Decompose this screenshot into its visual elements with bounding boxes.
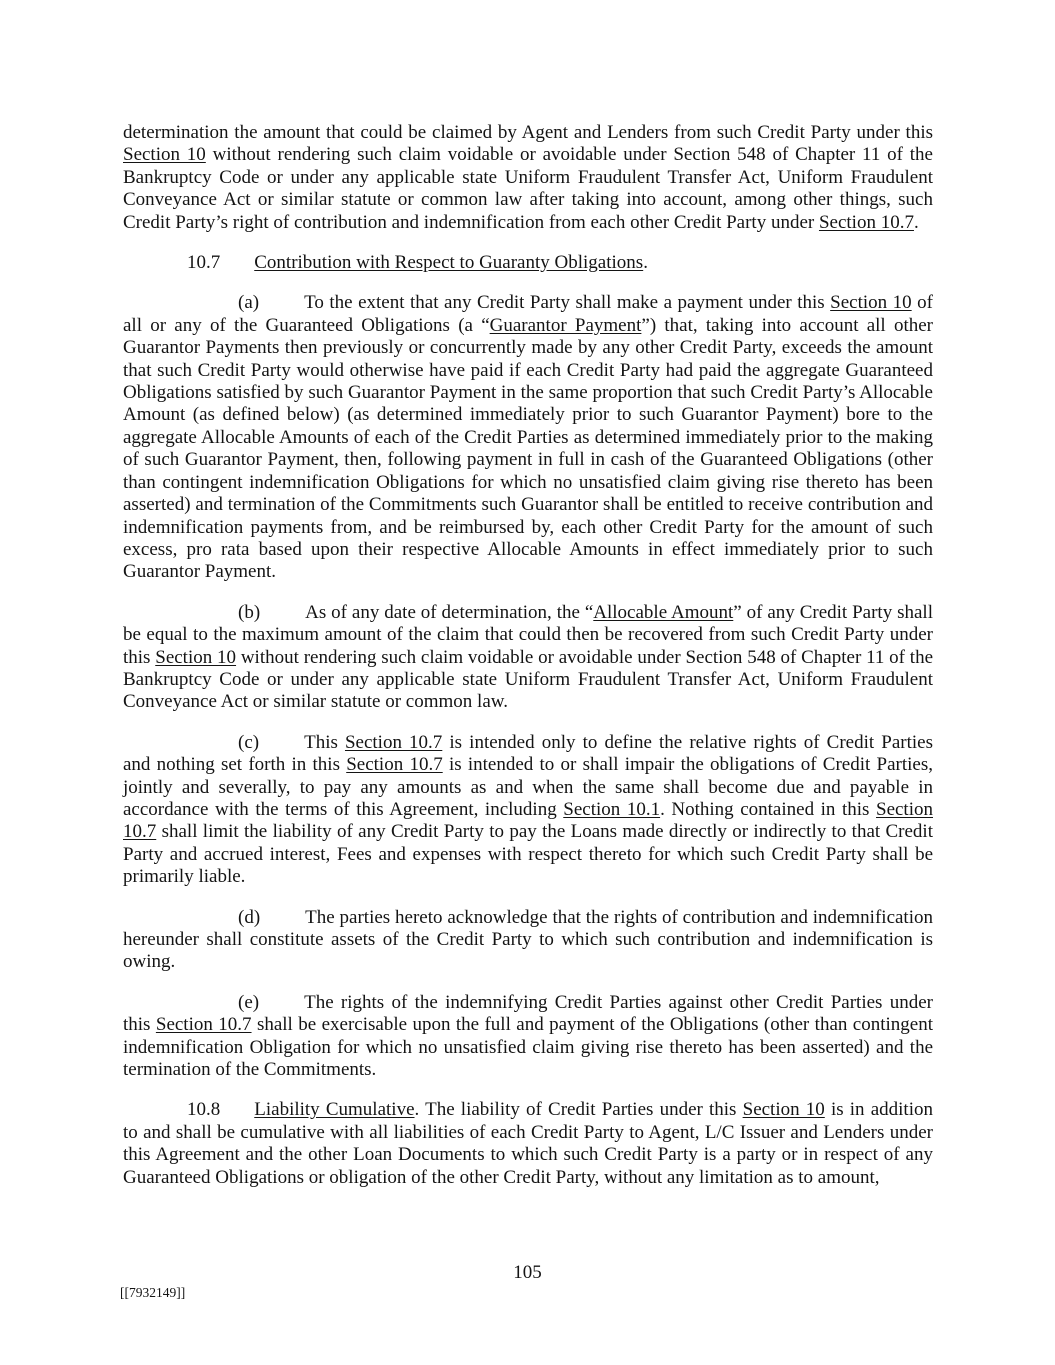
text-run: To the extent that any Credit Party shall make a payment under this (304, 292, 831, 314)
text-run: (e) (238, 991, 260, 1013)
text-run: . The liability of Credit Parties under this (414, 1099, 743, 1121)
underlined-section-reference: Section 10.7 (155, 1014, 252, 1036)
text-run: . (913, 211, 919, 233)
text-run: (a) (238, 292, 260, 314)
underlined-section-reference: Section 10.7 (344, 731, 443, 753)
paragraph-section (123, 1099, 933, 1189)
text-run: shall be exercisable upon the full and payment of the Obligations (other than contingent indemnification Obligation for which no unsatisfied claim giving rise thereto has been asserted) and the termination of the Commitments. (123, 1014, 933, 1081)
text-run: . Nothing contained in this (660, 798, 876, 820)
underlined-section-reference: Section 10 (123, 144, 206, 166)
paragraph-lettered (123, 907, 933, 974)
text-run: ” of any Credit Party shall be equal to the maximum amount of the claim that could then be recovered from such Credit Party under this (123, 601, 933, 668)
document-id-stamp: [[7932149]] (120, 1285, 186, 1300)
text-run: shall limit the liability of any Credit Party to pay the Loans made directly or indirectly to that Credit Party and accrued interest, Fees and expenses with respect thereto for which such Credit Party shall be primarily liable. (123, 821, 933, 888)
underlined-section-reference: Guarantor Payment (489, 314, 642, 336)
underlined-section-reference: Section 10.1 (563, 798, 661, 820)
underlined-section-reference: Section 10 (742, 1099, 825, 1121)
text-run: is in addition to and shall be cumulative with all liabilities of each Credit Party to Agent, L/C Issuer and Lenders under this Agreement and the other Loan Documents to which such Credit Party is a party or in respect of any Guaranteed Obligations or obligation of the other Credit Party, without any limitation as to amount, (123, 1099, 933, 1188)
text-run: . (643, 252, 648, 274)
paragraph-lettered (123, 602, 933, 714)
text-run: without rendering such claim voidable or avoidable under Section 548 of Chapter 11 of the Bankruptcy Code or under any applicable state Uniform Fraudulent Transfer Act, Uniform Fraudulent Conveyance Act or similar statute or common law after taking into account, among other things, such Credit Party’s right of contribution and indemnification from each other Credit Party under (123, 144, 933, 233)
underlined-section-reference: Section 10 (155, 646, 237, 668)
underlined-section-reference: Contribution with Respect to Guaranty Obligations (254, 252, 644, 274)
underlined-section-reference: Allocable Amount (593, 601, 734, 623)
text-run: ”) that, taking into account all other Guarantor Payments then previously or concurrently made by any other Credit Party, exceeds the amount that such Credit Party would otherwise have paid if each Credit Party had paid the aggregate Guaranteed Obligations satisfied by such Guarantor Payment in the same proportion that such Credit Party’s Allocable Amount (as defined below) (as determined immediately prior to such Guarantor Payment) bore to the aggregate Allocable Amounts of each of the Credit Parties as determined immediately prior to the making of such Guarantor Payment, then, following payment in full in cash of the Guaranteed Obligations (other than contingent indemnification Obligations for which no unsatisfied claim giving rise thereto has been asserted) and termination of the Commitments such Guarantor shall be entitled to receive contribution and indemnification payments from, and be reimbursed by, each other Credit Party for the amount of such excess, pro rata based upon their respective Allocable Amounts in effect immediately prior to such Guarantor Payment. (123, 314, 933, 583)
text-run: is intended to or shall impair the obligations of Credit Parties, jointly and severally, to pay any amounts as and when the same shall become due and payable in accordance with the terms of this Agreement, including (123, 754, 933, 820)
page-number: 105 (513, 1262, 542, 1283)
paragraph-lettered (123, 292, 933, 583)
text-run: As of any date of determination, the “ (305, 601, 594, 623)
text-run: This (304, 731, 345, 753)
document-body (123, 122, 933, 1207)
paragraph-continuation (123, 122, 933, 234)
underlined-section-reference: Section 10.7 (818, 211, 914, 233)
text-run: determination the amount that could be claimed by Agent and Lenders from such Credit Party under this (123, 122, 933, 143)
text-run: without rendering such claim voidable or avoidable under Section 548 of Chapter 11 of the Bankruptcy Code or under any applicable state Uniform Fraudulent Transfer Act, Uniform Fraudulent Conveyance Act or similar statute or common law. (123, 646, 933, 713)
paragraph-heading (123, 252, 933, 274)
text-run: 10.7 (187, 252, 221, 274)
text-run: The parties hereto acknowledge that the rights of contribution and indemnification hereunder shall constitute assets of the Credit Party to which such contribution and indemnification is owing. (123, 906, 933, 973)
text-run: (b) (238, 601, 261, 623)
underlined-section-reference: Liability Cumulative (254, 1099, 415, 1121)
underlined-section-reference: Section 10.7 (346, 754, 443, 776)
text-run: 10.8 (187, 1099, 221, 1121)
paragraph-lettered (123, 992, 933, 1082)
text-run: is intended only to define the relative rights of Credit Parties and nothing set forth in this (123, 731, 933, 776)
text-run: (d) (238, 906, 261, 928)
underlined-section-reference: Section 10 (830, 292, 912, 314)
underlined-section-reference: Section 10.7 (123, 798, 933, 843)
text-run: (c) (238, 731, 260, 753)
paragraph-lettered (123, 732, 933, 889)
text-run: The rights of the indemnifying Credit Parties against other Credit Parties under this (123, 991, 933, 1036)
text-run: of all or any of the Guaranteed Obligations (a “ (123, 292, 933, 336)
